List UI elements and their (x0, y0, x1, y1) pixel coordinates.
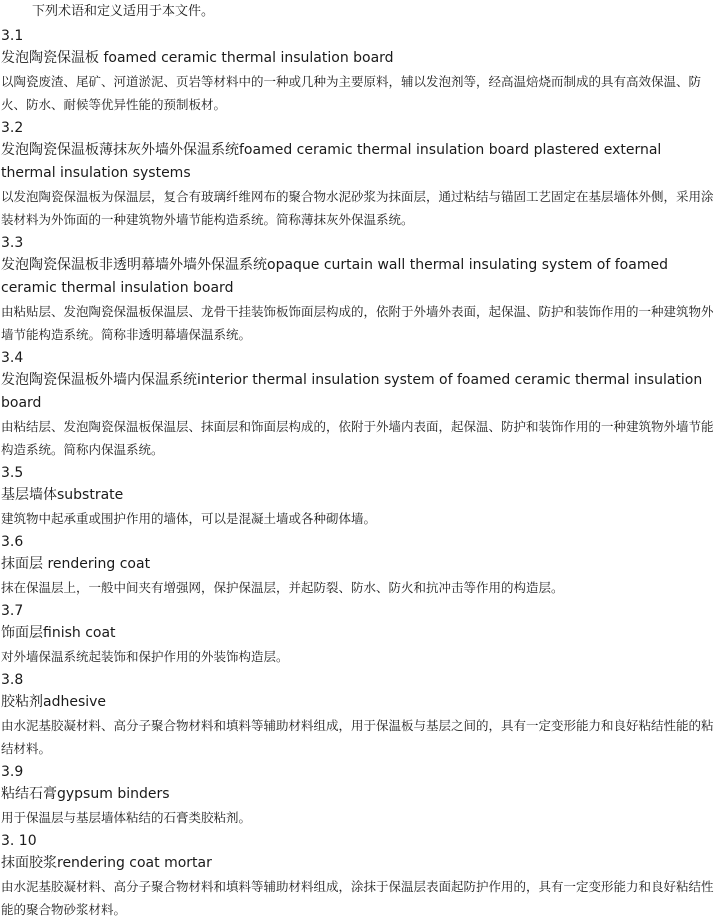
term-title: 发泡陶瓷保温板非透明幕墙外墙外保温系统opaque curtain wall thermal insulating system of foamed ceramic thermal insulation board (1, 257, 668, 296)
clause-number: 3.3 (1, 235, 24, 251)
term-title: 发泡陶瓷保温板 foamed ceramic thermal insulation board (1, 50, 394, 66)
clause-number: 3.4 (1, 350, 24, 366)
term-definition: 由粘结层、发泡陶瓷保温板保温层、抹面层和饰面层构成的，依附于外墙内表面，起保温、防护和装饰作用的一种建筑物外墙节能构造系统。简称内保温系统。 (1, 419, 714, 457)
term-title: 饰面层finish coat (1, 625, 116, 641)
term-definition: 建筑物中起承重或围护作用的墙体，可以是混凝土墙或各种砌体墙。 (1, 511, 377, 526)
term-definition: 由粘贴层、发泡陶瓷保温板保温层、龙骨干挂装饰板饰面层构成的，依附于外墙外表面，起保温、防护和装饰作用的一种建筑物外墙节能构造系统。简称非透明幕墙保温系统。 (1, 304, 714, 342)
term-title: 基层墙体substrate (1, 487, 124, 503)
clause-number: 3.8 (1, 672, 24, 688)
clause-number: 3.6 (1, 534, 24, 550)
term-definition: 抹在保温层上，一般中间夹有增强网，保护保温层，并起防裂、防水、防火和抗冲击等作用的构造层。 (1, 580, 564, 595)
term-title: 抹面层 rendering coat (1, 556, 151, 572)
clause-number: 3.1 (1, 28, 24, 44)
term-title: 抹面胶浆rendering coat mortar (1, 855, 212, 871)
term-title: 粘结石膏gypsum binders (1, 786, 170, 802)
term-title: 发泡陶瓷保温板薄抹灰外墙外保温系统foamed ceramic thermal insulation board plastered external thermal insulation systems (1, 142, 662, 181)
term-title: 发泡陶瓷保温板外墙内保温系统interior thermal insulation system of foamed ceramic thermal insulation board (1, 372, 703, 411)
term-definition: 以陶瓷废渣、尾矿、河道淤泥、页岩等材料中的一种或几种为主要原料，辅以发泡剂等，经高温焙烧而制成的具有高效保温、防火、防水、耐候等优异性能的预制板材。 (1, 74, 702, 112)
clause-number: 3.2 (1, 120, 24, 136)
term-definition: 由水泥基胶凝材料、高分子聚合物材料和填料等辅助材料组成，用于保温板与基层之间的，具有一定变形能力和良好粘结性能的粘结材料。 (1, 718, 714, 756)
term-definition: 由水泥基胶凝材料、高分子聚合物材料和填料等辅助材料组成，涂抹于保温层表面起防护作用的，具有一定变形能力和良好粘结性能的聚合物砂浆材料。 (1, 879, 714, 917)
term-title: 胶粘剂adhesive (1, 694, 107, 710)
intro-text: 下列术语和定义适用于本文件。 (32, 4, 215, 19)
term-definition: 用于保温层与基层墙体粘结的石膏类胶粘剂。 (1, 810, 252, 825)
clause-number: 3. 10 (1, 833, 37, 849)
clause-number: 3.9 (1, 764, 24, 780)
clause-number: 3.7 (1, 603, 24, 619)
term-definition: 以发泡陶瓷保温板为保温层，复合有玻璃纤维网布的聚合物水泥砂浆为抹面层，通过粘结与锚固工艺固定在基层墙体外侧，采用涂装材料为外饰面的一种建筑物外墙节能构造系统。简称薄抹灰外保温系统。 (1, 189, 714, 227)
term-definition: 对外墙保温系统起装饰和保护作用的外装饰构造层。 (1, 649, 289, 664)
clause-number: 3.5 (1, 465, 24, 481)
